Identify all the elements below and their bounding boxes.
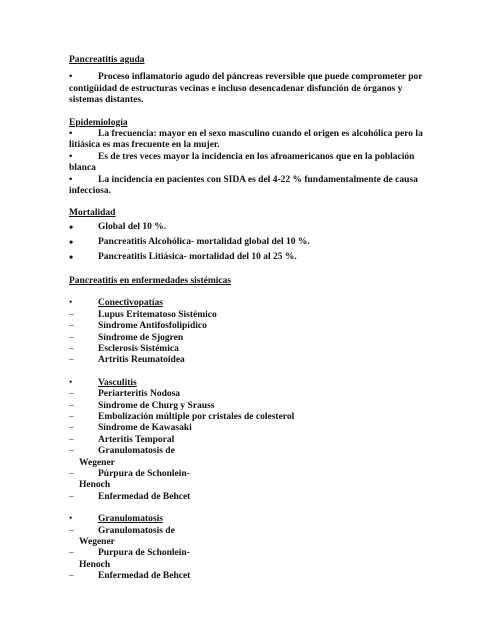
list-item-text: Púrpura de Schonlein-: [98, 468, 190, 479]
dash-marker: –: [69, 423, 74, 434]
list-item: [69, 469, 429, 492]
heading-enfermedades-sistemicas: Pancreatitis en enfermedades sistémicas: [69, 275, 232, 286]
heading-pancreatitis-aguda: Pancreatitis aguda: [69, 55, 145, 65]
group-title-vasculitis: [69, 378, 429, 389]
list-item-text: Síndrome Antifosfolipídico: [98, 321, 207, 332]
list-item: [69, 389, 429, 400]
list-item-text: Esclerosis Sistémica: [98, 343, 179, 354]
bullet-marker: •: [69, 298, 73, 309]
heading-epidemiologia: Epidemiología: [69, 117, 128, 128]
epidemiologia-item: [69, 129, 429, 152]
list-item: [69, 446, 429, 469]
mortalidad-item: [69, 250, 429, 265]
heading-mortalidad: Mortalidad: [69, 208, 116, 219]
dash-marker: –: [69, 309, 74, 320]
dash-marker: –: [69, 411, 74, 422]
list-item-text: Granulomatosis de: [98, 446, 175, 457]
list-item-text: Enfermedad de Behcet: [98, 491, 191, 502]
mortalidad-item: [69, 220, 429, 235]
group-title: Vasculitis: [98, 377, 137, 388]
list-item-text: Síndrome de Sjogren: [98, 332, 184, 343]
list-item: [69, 344, 429, 355]
bullet-marker: •: [69, 514, 73, 525]
list-item: [69, 355, 429, 366]
dash-marker: –: [69, 468, 74, 479]
epidemiologia-text: La frecuencia: mayor en el sexo masculino cuando el origen es alcohólica pero la litiásica es mas frecuente en la mujer.: [69, 129, 423, 151]
list-item: [69, 423, 429, 434]
list-item: [69, 333, 429, 344]
bullet-marker: •: [69, 72, 73, 83]
dash-marker: –: [69, 355, 74, 366]
document-body: [69, 55, 429, 583]
mortalidad-text: Pancreatitis Alcohólica- mortalidad global del 10 %.: [98, 236, 310, 247]
bullet-marker: •: [69, 151, 73, 162]
definition-paragraph: [69, 72, 429, 106]
list-item-text: Periarteritis Nodosa: [98, 389, 181, 400]
group-title-conectivopatias: [69, 298, 429, 309]
definition-text: Proceso inflamatorio agudo del páncreas reversible que puede comprometer por contigüidad de estructuras vecinas e incluso desencadenar disfunción de órganos y sistemas distantes.: [69, 72, 423, 106]
dash-marker: –: [69, 343, 74, 354]
list-item-text-continued: Henoch: [79, 480, 111, 491]
list-item-text: Síndrome de Churg y Srauss: [98, 400, 215, 411]
list-item-text: Embolización múltiple por cristales de colesterol: [98, 411, 295, 422]
bullet-marker: •: [69, 377, 73, 388]
list-item-text: Artritis Reumatoidea: [98, 355, 185, 366]
mortalidad-item: [69, 235, 429, 250]
epidemiologia-text: Es de tres veces mayor la incidencia en los afroamericanos que en la población blanca: [69, 151, 415, 174]
list-item: [69, 310, 429, 321]
dash-marker: –: [69, 389, 74, 400]
group-title-granulomatosis: [69, 514, 429, 525]
dash-marker: –: [69, 400, 74, 411]
epidemiologia-text: La incidencia en pacientes con SIDA es del 4-22 % fundamentalmente de causa infecciosa.: [69, 174, 418, 197]
list-item: [69, 526, 429, 549]
mortalidad-text: Global del 10 %.: [98, 221, 167, 232]
list-item: [69, 492, 429, 503]
list-item: [69, 435, 429, 446]
list-item-text-continued: Wegener: [79, 457, 115, 468]
group-title: Conectivopatías: [98, 298, 163, 309]
bullet-marker: •: [69, 234, 74, 249]
list-item-text: Granulomatosis de: [98, 525, 175, 536]
group-title: Granulomatosis: [98, 514, 163, 525]
list-item-text-continued: Henoch: [79, 559, 111, 570]
dash-marker: –: [69, 434, 74, 445]
dash-marker: –: [69, 491, 74, 502]
dash-marker: –: [69, 525, 74, 536]
dash-marker: –: [69, 548, 74, 559]
list-item: [69, 321, 429, 332]
bullet-marker: •: [69, 219, 74, 234]
dash-marker: –: [69, 321, 74, 332]
dash-marker: –: [69, 571, 74, 582]
list-item: [69, 571, 429, 582]
epidemiologia-item: [69, 152, 429, 175]
epidemiologia-item: [69, 175, 429, 198]
dash-marker: –: [69, 332, 74, 343]
list-item: [69, 401, 429, 412]
list-item-text: Enfermedad de Behcet: [98, 571, 191, 582]
bullet-marker: •: [69, 249, 74, 264]
mortalidad-text: Pancreatitis Litiásica- mortalidad del 10 al 25 %.: [98, 251, 297, 262]
list-item: [69, 548, 429, 571]
list-item-text: Lupus Eritematoso Sistémico: [98, 309, 217, 320]
list-item-text: Purpura de Schonlein-: [98, 548, 190, 559]
list-item-text-continued: Wegener: [79, 537, 115, 547]
list-item-text: Síndrome de Kawasaki: [98, 423, 192, 434]
list-item: [69, 412, 429, 423]
list-item-text: Arteritis Temporal: [98, 434, 175, 445]
bullet-marker: •: [69, 174, 73, 185]
dash-marker: –: [69, 446, 74, 457]
bullet-marker: •: [69, 129, 73, 140]
